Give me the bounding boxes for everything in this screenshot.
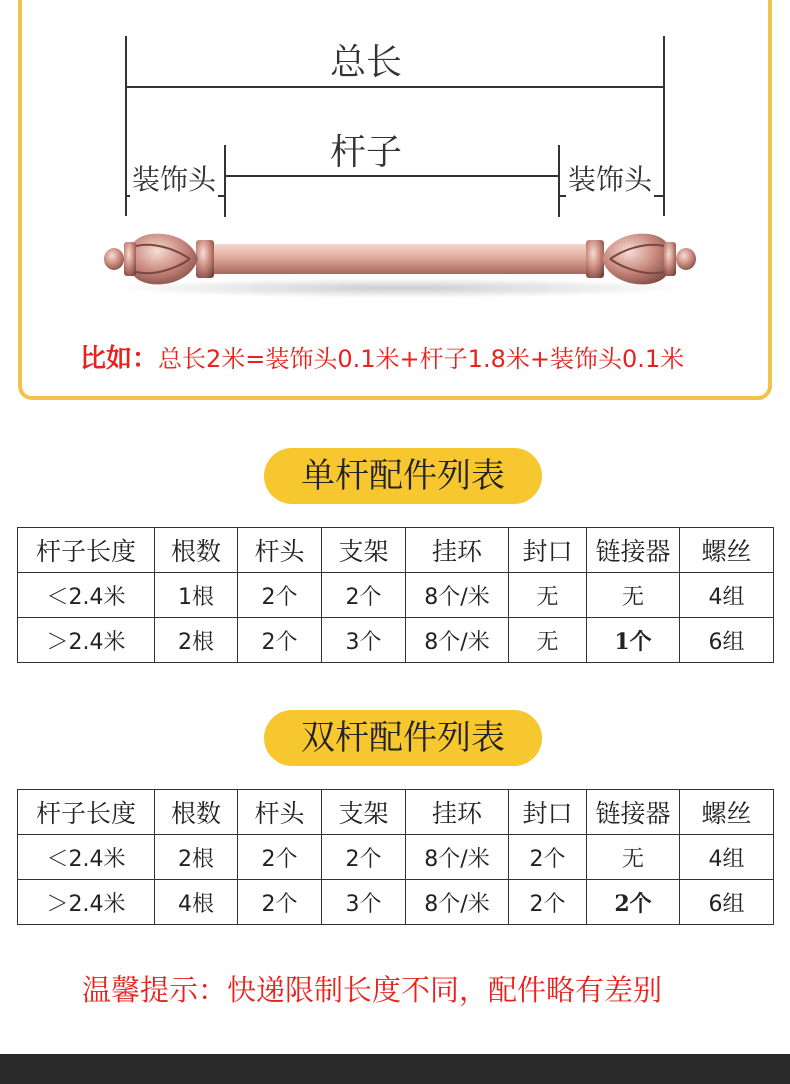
table-cell: 4组 [680,835,774,880]
example-text: 总长2米=装饰头0.1米+杆子1.8米+装饰头0.1米 [158,345,685,373]
shipping-tip: 温馨提示：快递限制长度不同，配件略有差别 [82,973,663,1007]
table-cell: 无 [587,835,680,880]
table-cell: 2个 [238,835,322,880]
table-cell: 无 [509,573,587,618]
example-label: 比如： [80,344,159,374]
table-cell: 8个/米 [406,618,509,663]
header-connector: 链接器 [587,528,680,573]
table-header-row [18,528,774,573]
total-length-label: 总长 [330,42,403,83]
table-cell: ＜2.4米 [18,835,155,880]
right-extent-line [663,36,665,216]
header-connector: 链接器 [587,790,680,835]
table-cell: 3个 [322,618,406,663]
header-screws: 螺丝 [680,528,774,573]
single-rod-table [17,527,774,663]
rod-length-label: 杆子 [330,132,403,173]
left-finial [104,234,214,285]
table-cell: 4根 [155,880,238,925]
rod-body [210,244,590,274]
header-count: 根数 [155,790,238,835]
table-cell: 1个 [587,618,680,663]
table-row [18,880,774,925]
table-cell: 无 [509,618,587,663]
table-cell: 8个/米 [406,880,509,925]
table-cell: 4组 [680,573,774,618]
table-cell: 3个 [322,880,406,925]
table-cell: 无 [587,573,680,618]
table-header-row [18,790,774,835]
header-rod-length: 杆子长度 [18,528,155,573]
table-row [18,573,774,618]
table-cell: 6组 [680,880,774,925]
header-bracket: 支架 [322,790,406,835]
table-cell: ＜2.4米 [18,573,155,618]
table-cell: 2个 [587,880,680,925]
header-end-cap: 封口 [509,790,587,835]
table-cell: 1根 [155,573,238,618]
header-finial: 杆头 [238,790,322,835]
left-finial-extent-line [224,145,226,217]
table-cell: 2个 [322,835,406,880]
table-cell: ＞2.4米 [18,618,155,663]
right-finial [586,234,696,285]
table-cell: 2个 [238,573,322,618]
table-cell: 2个 [238,618,322,663]
header-bracket: 支架 [322,528,406,573]
table-row [18,835,774,880]
double-rod-table [17,789,774,925]
table-cell: 8个/米 [406,835,509,880]
table-cell: 2根 [155,618,238,663]
header-count: 根数 [155,528,238,573]
curtain-rod-illustration [100,222,700,302]
header-rings: 挂环 [406,790,509,835]
table-cell: 6组 [680,618,774,663]
right-finial-label: 装饰头 [566,158,654,198]
table-cell: 2个 [509,835,587,880]
header-screws: 螺丝 [680,790,774,835]
table-cell: 8个/米 [406,573,509,618]
left-extent-line [125,36,127,216]
left-finial-label: 装饰头 [130,158,218,198]
table-cell: 2根 [155,835,238,880]
table-row [18,618,774,663]
rod-dimension-line [224,175,560,177]
table-cell: ＞2.4米 [18,880,155,925]
single-rod-title: 单杆配件列表 [264,448,542,504]
total-dimension-line [125,86,665,88]
double-rod-title: 双杆配件列表 [264,710,542,766]
rod-shadow [110,278,690,298]
right-finial-extent-line [558,145,560,217]
header-rod-length: 杆子长度 [18,790,155,835]
header-finial: 杆头 [238,528,322,573]
table-cell: 2个 [509,880,587,925]
example-formula [80,338,684,375]
footer-bar [0,1054,790,1084]
table-cell: 2个 [322,573,406,618]
header-end-cap: 封口 [509,528,587,573]
table-cell: 2个 [238,880,322,925]
header-rings: 挂环 [406,528,509,573]
